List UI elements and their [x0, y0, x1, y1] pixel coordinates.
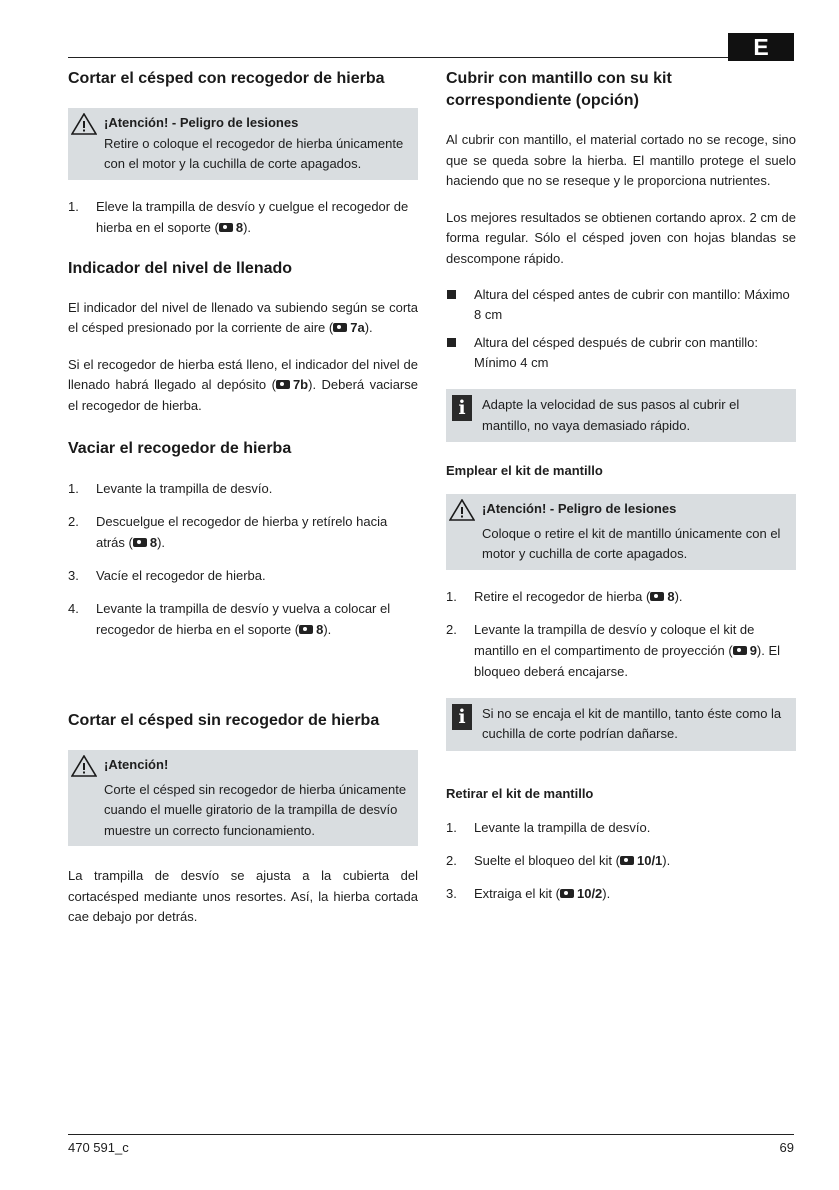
figure-ref: 8: [219, 220, 243, 235]
camera-icon: [299, 625, 313, 634]
list-item: Altura del césped después de cubrir con mantillo: Mínimo 4 cm: [446, 333, 796, 373]
info-icon: i: [452, 704, 472, 730]
right-column: [446, 68, 796, 920]
warning-box: [68, 108, 418, 180]
footer-rule: [68, 1134, 794, 1135]
warning-text: Coloque o retire el kit de mantillo únicamente con el motor y cuchilla de corte apagados.: [482, 525, 781, 561]
paragraph: Los mejores resultados se obtienen cortando aprox. 2 cm de forma regular. Sólo el césped joven con hojas blandas se descompone rápido.: [446, 209, 796, 266]
camera-icon: [219, 223, 233, 232]
section-title-mowing-with-catcher: Cortar el césped con recogedor de hierba: [68, 70, 385, 87]
warning-text: Retire o coloque el recogedor de hierba únicamente con el motor y la cuchilla de corte apagados.: [104, 135, 404, 171]
warning-triangle-icon: [71, 113, 97, 135]
paragraph: La trampilla de desvío se ajusta a la cubierta del cortacésped mediante unos resortes. Así, la hierba cortada cae debajo por detrás.: [68, 868, 418, 924]
warning-title: ¡Atención! - Peligro de lesiones: [104, 115, 299, 130]
section-title-mowing-without-catcher: Cortar el césped sin recogedor de hierba: [68, 712, 380, 729]
square-bullet-icon: [447, 290, 456, 299]
list-item: Altura del césped antes de cubrir con mantillo: Máximo 8 cm: [446, 285, 796, 325]
figure-ref: 8: [299, 622, 323, 637]
figure-ref: 10/1: [620, 853, 662, 868]
paragraph: Si el recogedor de hierba está lleno, el indicador del nivel de llenado habrá llegado al depósito ( 7b). Deberá vaciarse el recogedor de hierba.: [68, 356, 418, 413]
info-box: [446, 698, 796, 751]
camera-icon: [650, 592, 664, 601]
header-rule: [68, 57, 728, 58]
list-item: 3. Extraiga el kit ( 10/2).: [446, 885, 611, 901]
list-item: 2. Descuelgue el recogedor de hierba y retírelo hacia atrás ( 8).: [68, 514, 388, 550]
list-item: 1. Levante la trampilla de desvío.: [68, 481, 273, 496]
left-column: [68, 68, 418, 944]
page-number: 69: [779, 1140, 794, 1155]
list-item: 1. Levante la trampilla de desvío.: [446, 819, 651, 835]
paragraph: Al cubrir con mantillo, el material cortado no se recoge, sino que se queda sobre la hierba. El mantillo protege el suelo haciendo que no se reseque y le proporciona nutrientes.: [446, 132, 796, 188]
camera-icon: [733, 646, 747, 655]
step-list: [446, 586, 796, 682]
warning-text: Corte el césped sin recogedor de hierba únicamente cuando el muelle giratorio de la trampilla de desvío muestre un correcto funcionamiento.: [104, 781, 407, 838]
section-title-remove-mulch-kit: Retirar el kit de mantillo: [446, 785, 594, 801]
figure-ref: 10/2: [560, 886, 602, 901]
square-bullet-icon: [447, 338, 456, 347]
info-text: Si no se encaja el kit de mantillo, tanto éste como la cuchilla de corte podrían dañarse.: [482, 705, 782, 741]
warning-triangle-icon: [71, 755, 97, 777]
section-title-empty-catcher: Vaciar el recogedor de hierba: [68, 440, 292, 457]
list-item: 4. Levante la trampilla de desvío y vuelva a colocar el recogedor de hierba en el soporte ( 8).: [68, 601, 391, 637]
bullet-list: [446, 285, 796, 373]
list-item: 3. Vacíe el recogedor de hierba.: [68, 568, 266, 583]
info-box: [446, 389, 796, 442]
list-item: 1. Retire el recogedor de hierba ( 8).: [446, 588, 683, 604]
list-item: 2. Suelte el bloqueo del kit ( 10/1).: [446, 852, 671, 868]
warning-title: ¡Atención! - Peligro de lesiones: [482, 501, 677, 516]
camera-icon: [333, 323, 347, 332]
document-id: 470 591_c: [68, 1140, 129, 1155]
paragraph: El indicador del nivel de llenado va subiendo según se corta el césped presionado por la corriente de aire ( 7a).: [68, 299, 418, 335]
figure-ref: 7b: [276, 377, 308, 392]
section-title-fill-indicator: Indicador del nivel de llenado: [68, 259, 293, 277]
list-item: 2. Levante la trampilla de desvío y coloque el kit de mantillo en el compartimento de proyección ( 9). El bloqueo deberá encajarse.: [446, 621, 781, 679]
warning-title: ¡Atención!: [104, 757, 169, 772]
section-title-use-mulch-kit: Emplear el kit de mantillo: [446, 463, 603, 478]
info-text: Adapte la velocidad de sus pasos al cubrir el mantillo, no vaya demasiado rápido.: [482, 397, 740, 433]
figure-ref: 8: [133, 535, 157, 550]
language-tab: E: [728, 33, 794, 61]
camera-icon: [133, 538, 147, 547]
figure-ref: 8: [650, 589, 674, 604]
camera-icon: [276, 380, 290, 389]
camera-icon: [620, 856, 634, 865]
step-list: [446, 817, 796, 904]
figure-ref: 9: [733, 643, 757, 658]
warning-triangle-icon: [449, 499, 475, 521]
step-list: [68, 196, 418, 238]
figure-ref: 7a: [333, 320, 364, 335]
warning-box: [68, 750, 418, 846]
info-icon: i: [452, 395, 472, 421]
warning-box: [446, 494, 796, 570]
camera-icon: [560, 889, 574, 898]
section-title-mulching: Cubrir con mantillo con su kit correspondiente (opción): [446, 70, 672, 109]
list-item: 1. Eleve la trampilla de desvío y cuelgue el recogedor de hierba en el soporte ( 8).: [68, 198, 409, 235]
step-list: [68, 478, 418, 640]
